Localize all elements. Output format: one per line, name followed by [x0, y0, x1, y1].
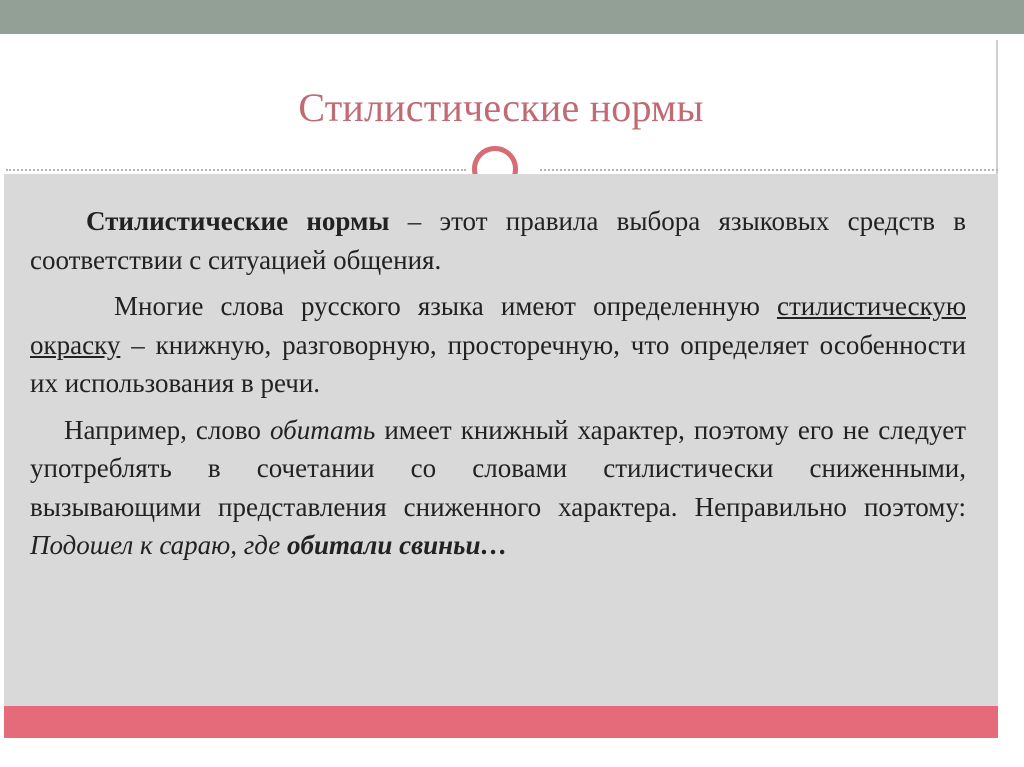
paragraph-coloring: [30, 287, 966, 403]
slide: [4, 40, 998, 738]
slide-title: Стилистические нормы: [298, 85, 704, 130]
example-mid: имеет книжный характер, поэтому его не следует употреблять в сочетании со словами стилистически сниженными, вызывающими представления сниженного характера. Неправильно поэтому:: [30, 414, 966, 522]
coloring-lead: Многие слова русского языка имеют определенную: [114, 291, 777, 321]
coloring-rest: – книжную, разговорную, просторечную, что определяет особенности их использования в речи.: [30, 329, 966, 398]
example-word: обитать: [269, 414, 376, 445]
underlined-phrase: стилистическую окраску: [30, 291, 966, 360]
body-text: [30, 202, 966, 565]
example-lead: Например, слово: [64, 414, 270, 445]
paragraph-example: [30, 411, 966, 565]
title-divider-left: [6, 169, 466, 171]
example-sentence-bold: обитали свиньи…: [286, 530, 508, 560]
term-bold: Стилистические нормы: [86, 206, 390, 236]
example-sentence: Подошел к сараю, где: [30, 530, 287, 560]
definition-text: – этот правила выбора языковых средств в соответствии с ситуацией общения.: [30, 206, 966, 275]
paragraph-definition: [30, 202, 966, 279]
title-divider-right: [540, 169, 998, 171]
top-band: [0, 0, 1024, 34]
content-panel: [4, 174, 998, 706]
bottom-accent-bar: [4, 706, 998, 738]
